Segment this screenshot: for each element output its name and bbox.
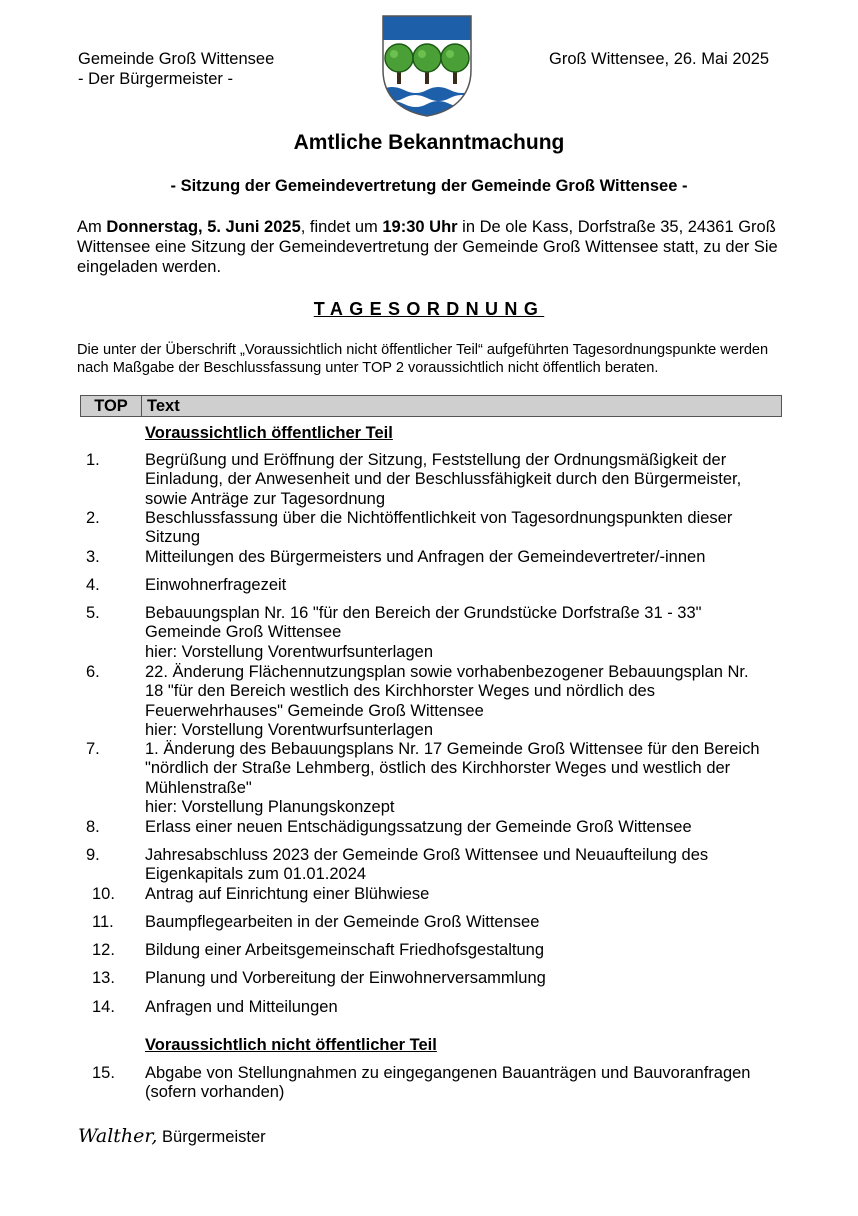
sender-office: - Der Bürgermeister - (78, 70, 233, 88)
column-header-text: Text (147, 397, 180, 415)
agenda-item-number: 8. (86, 818, 100, 836)
signature-name: Walther, (78, 1125, 158, 1147)
agenda-item-number: 4. (86, 576, 100, 594)
document-subtitle: - Sitzung der Gemeindevertretung der Gemeinde Groß Wittensee - (170, 177, 688, 195)
agenda-item-text: Begrüßung und Eröffnung der Sitzung, Feststellung der Ordnungsmäßigkeit der Einladung, der Anwesenheit und der Beschlussfähigkeit durch den Bürgermeister, sowie Anträge zur Tagesordnung (145, 451, 742, 508)
sender-municipality: Gemeinde Groß Wittensee (78, 50, 275, 68)
agenda-item-text: Baumpflegearbeiten in der Gemeinde Groß Wittensee (145, 913, 540, 931)
section-private: Voraussichtlich nicht öffentlicher Teil (145, 1036, 437, 1054)
agenda-item-text: 1. Änderung des Bebauungsplans Nr. 17 Gemeinde Groß Wittensee für den Bereich "nördlich der Straße Lehmberg, östlich des Kirchhorster Weges und westlich der Mühlenstraße" hier: Vorstellung Planungskonzept (145, 740, 760, 816)
agenda-item-text: Bildung einer Arbeitsgemeinschaft Friedhofsgestaltung (145, 941, 544, 959)
agenda-note: Die unter der Überschrift „Voraussichtlich nicht öffentlicher Teil“ aufgeführten Tagesordnungspunkte werden nach Maßgabe der Beschlussfassung unter TOP 2 voraussichtlich nicht öffentlich beraten. (77, 342, 769, 376)
intro-paragraph (77, 217, 793, 277)
agenda-item-text: Planung und Vorbereitung der Einwohnerversammlung (145, 969, 546, 987)
agenda-item-number: 1. (86, 451, 100, 469)
agenda-item-number: 13. (92, 969, 115, 987)
agenda-item-number: 10. (92, 885, 115, 903)
intro-text-1: Am (77, 218, 107, 236)
agenda-item-text: Abgabe von Stellungnahmen zu eingegangenen Bauanträgen und Bauvoranfragen (sofern vorhanden) (145, 1064, 751, 1102)
agenda-item-number: 15. (92, 1064, 115, 1082)
intro-time: 19:30 Uhr (382, 218, 458, 236)
coat-of-arms-icon (381, 14, 473, 118)
agenda-item-number: 12. (92, 941, 115, 959)
agenda-item-text: Mitteilungen des Bürgermeisters und Anfragen der Gemeindevertreter/-innen (145, 548, 706, 566)
place-date: Groß Wittensee, 26. Mai 2025 (549, 50, 770, 68)
intro-date: Donnerstag, 5. Juni 2025 (106, 218, 301, 236)
signature-block (78, 1124, 266, 1149)
intro-text-3: in De ole Kass, Dorfstraße 35, 24361 Groß Wittensee eine Sitzung der Gemeindevertretung der Gemeinde Groß Wittensee statt, zu der Sie eingeladen werden. (77, 218, 778, 276)
section-public: Voraussichtlich öffentlicher Teil (145, 424, 393, 442)
agenda-item-text: Jahresabschluss 2023 der Gemeinde Groß Wittensee und Neuaufteilung des Eigenkapitals zum 01.01.2024 (145, 846, 709, 884)
agenda-item-number: 14. (92, 998, 115, 1016)
agenda-item-number: 5. (86, 604, 100, 622)
agenda-item-number: 9. (86, 846, 100, 864)
intro-text-2: , findet um (300, 218, 383, 236)
agenda-item-text: Beschlussfassung über die Nichtöffentlichkeit von Tagesordnungspunkten dieser Sitzung (145, 509, 733, 547)
agenda-item-text: Anfragen und Mitteilungen (145, 998, 338, 1016)
agenda-item-text: Erlass einer neuen Entschädigungssatzung der Gemeinde Groß Wittensee (145, 818, 692, 836)
agenda-item-number: 2. (86, 509, 100, 527)
agenda-item-text: Einwohnerfragezeit (145, 576, 287, 594)
agenda-item-number: 6. (86, 663, 100, 681)
table-header (80, 395, 782, 417)
signature-role: Bürgermeister (162, 1128, 266, 1146)
agenda-item-text: 22. Änderung Flächennutzungsplan sowie vorhabenbezogener Bebauungsplan Nr. 18 "für den Bereich westlich des Kirchhorster Weges und nördlich des Feuerwehrhauses" Gemeinde Groß Wittensee hier: Vorstellung Vorentwurfsunterlagen (145, 663, 749, 739)
agenda-item-text: Bebauungsplan Nr. 16 "für den Bereich der Grundstücke Dorfstraße 31 - 33" Gemeinde Groß Wittensee hier: Vorstellung Vorentwurfsunterlagen (145, 604, 702, 661)
agenda-item-text: Antrag auf Einrichtung einer Blühwiese (145, 885, 430, 903)
column-header-top: TOP (81, 396, 142, 416)
agenda-item-number: 11. (92, 913, 114, 931)
agenda-heading: TAGESORDNUNG (313, 299, 545, 319)
document-title: Amtliche Bekanntmachung (293, 131, 565, 154)
agenda-item-number: 3. (86, 548, 100, 566)
agenda-item-number: 7. (86, 740, 100, 758)
sender-block (78, 49, 274, 89)
